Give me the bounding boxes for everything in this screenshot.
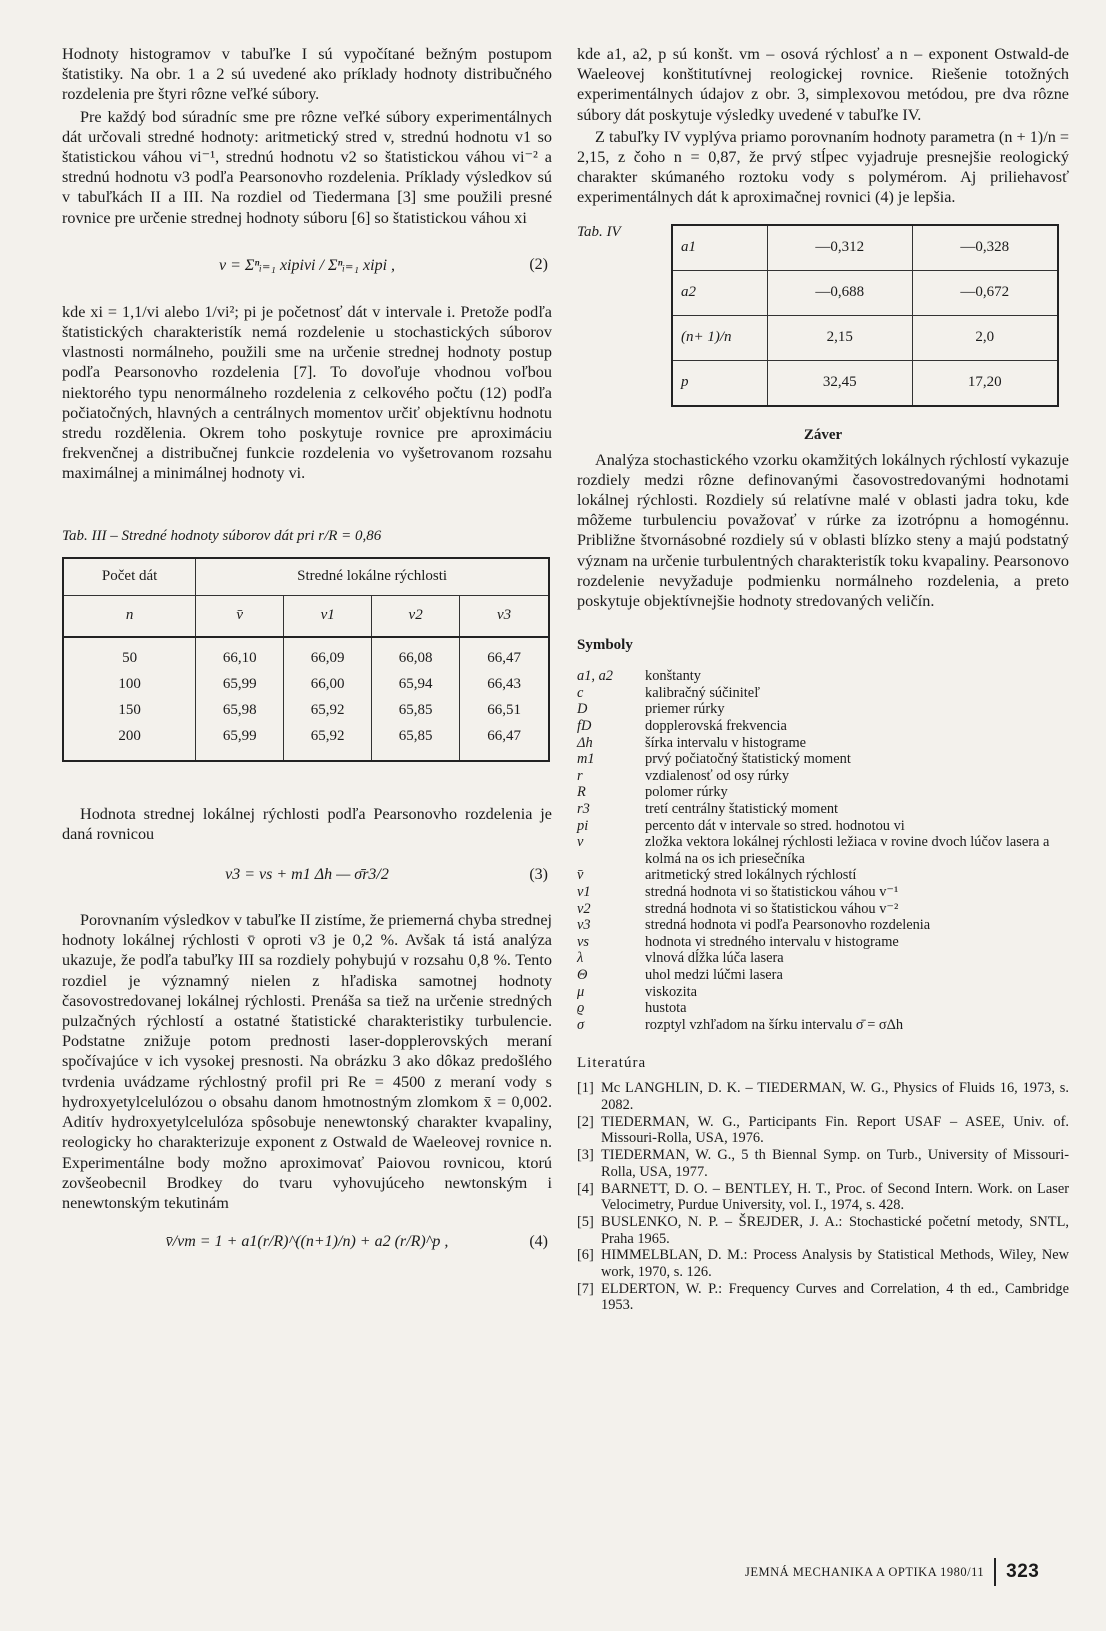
table-row xyxy=(672,315,1058,360)
table-cell: a2 xyxy=(672,270,768,315)
section-title-literature: Literatúra xyxy=(577,1055,647,1072)
table-cell: 65,85 xyxy=(372,724,460,750)
table-cell: 66,43 xyxy=(460,672,549,698)
table-row xyxy=(63,646,549,672)
list-item: r vzdialenosť od osy rúrky xyxy=(577,767,790,784)
table-cell: 66,47 xyxy=(460,724,549,750)
table-cell: (n+ 1)/n xyxy=(672,315,768,360)
list-item: σ rozptyl vzhľadom na šírku intervalu σ̄ = σΔh xyxy=(577,1016,904,1033)
table-cell: 50 xyxy=(63,646,196,672)
paragraph-table4: Z tabuľky IV vyplýva priamo porovnaním hodnoty parametra (n + 1)/n = 2,15, z čoho n = 0,87, že prvý stĺpec vyjadruje presnejšie reologický charakter skúmaného roztoku vody s polymérom. Aj priliehavosť experimentálnych dát k aproximačnej rovnici (4) je lepšia. xyxy=(577,127,1069,207)
list-item: c kalibračný súčiniteľ xyxy=(577,684,760,701)
list-item: pi percento dát v intervale so stred. hodnotou vi xyxy=(577,817,905,834)
table-cell: 100 xyxy=(63,672,196,698)
table-cell: —0,688 xyxy=(768,270,913,315)
list-item: v3 stredná hodnota vi podľa Pearsonovho rozdelenia xyxy=(577,917,931,934)
list-item: ϱ hustota xyxy=(577,1000,687,1017)
list-item: m1 prvý počiatočný štatistický moment xyxy=(577,751,851,768)
list-item: v2 stredná hodnota vi so štatistickou váhou v⁻² xyxy=(577,900,899,917)
table-cell: 200 xyxy=(63,724,196,750)
list-item: vs hodnota vi stredného intervalu v histograme xyxy=(577,933,899,950)
equation-4-number: (4) xyxy=(529,1233,548,1251)
table-cell: —0,312 xyxy=(768,225,913,271)
page-footer xyxy=(745,1558,1039,1586)
table-cell: 65,92 xyxy=(284,698,372,724)
equation-3 xyxy=(62,850,552,900)
table-cell: 17,20 xyxy=(912,360,1058,406)
list-item: r3 tretí centrálny štatistický moment xyxy=(577,801,839,817)
table-3-subheader: v3 xyxy=(460,595,549,637)
footer-divider xyxy=(994,1558,996,1586)
table-cell: —0,672 xyxy=(912,270,1058,315)
paragraph-histograms: Hodnoty histogramov v tabuľke I sú vypočítané bežným postupom štatistiky. Na obr. 1 a 2 sú uvedené ako príklady hodnoty distribučného rozdelenia pre štyri rôzne veľké súbory. xyxy=(62,45,552,104)
equation-2-body: v = Σⁿᵢ₌₁ xipivi / Σⁿᵢ₌₁ xipi , xyxy=(218,256,396,274)
list-item: D priemer rúrky xyxy=(577,701,725,718)
table-4-block xyxy=(577,224,1069,407)
table-cell: 65,98 xyxy=(222,702,257,719)
paragraph-eq3-intro: Hodnota strednej lokálnej rýchlosti podľa Pearsonovho rozdelenia je daná rovnicou xyxy=(62,804,552,843)
table-cell: a1 xyxy=(672,225,768,271)
table-cell: 32,45 xyxy=(768,360,913,406)
table-cell: 150 xyxy=(63,698,196,724)
table-row xyxy=(63,698,549,724)
table-row xyxy=(672,270,1058,315)
table-4 xyxy=(671,224,1059,407)
list-item: μ viskozita xyxy=(577,983,697,1000)
table-cell: 66,10 xyxy=(222,650,257,667)
list-item: v zložka vektora lokálnej rýchlosti ležiaca v rovine dvoch lúčov lasera a kolmá na os ich priesečníka xyxy=(577,834,1050,867)
list-item: Δh šírka intervalu v histograme xyxy=(577,734,807,751)
list-item: [3] TIEDERMAN, W. G., 5 th Biennal Symp. on Turb., University of Missouri-Rolla, USA, 1977. xyxy=(577,1147,1069,1180)
table-4-caption: Tab. IV xyxy=(577,223,621,240)
table-cell: 66,00 xyxy=(284,672,372,698)
table-cell: 65,99 xyxy=(222,728,257,745)
equation-2-number: (2) xyxy=(529,255,548,273)
table-row xyxy=(672,225,1058,271)
journal-name: JEMNÁ MECHANIKA A OPTIKA 1980/11 xyxy=(745,1564,985,1579)
table-cell: 66,09 xyxy=(284,646,372,672)
list-item: [4] BARNETT, D. O. – BENTLEY, H. T., Proc. of Second Intern. Work. on Laser Velocimetry, Purdue University, vol. I., 1974, s. 428. xyxy=(577,1180,1069,1214)
symbols-list xyxy=(577,668,1069,1033)
paragraph-comparison: Porovnaním výsledkov v tabuľke II zistíme, že priemerná chyba strednej hodnoty lokálnej rýchlosti v̄ oproti v3 je 0,2 %. Avšak tá istá analýza ukazuje, že podľa tabuľky III sa rozdiely pohybujú v rozsahu 0,8 %. Tento rozdiel je významný nielen z hľadiska samotnej hodnoty časovostredovanej lokálnej rýchlosti. Prenáša sa tiež na určenie stredných pulzačných rýchlostí a ostatné štatistické charakteristiky turbulencie. Podstatne znižuje potom prednosti laser-dopplerovských meraní spočívajúce v ich vysokej presnosti. Na obrázku 3 ako dôkaz predošlého tvrdenia uvádzame rýchlostný profil pri Re = 4500 z meraní vody s hydroxyetylcelulózou o obsahu danom hmotnostným zlomkom x̄ = 0,002. Aditív hydroxyetylcelulóza spôsobuje nenewtonský charakter kvapaliny, reologicky ho charakterizuje exponent z Ostwald de Waeleovej rovnice n. Experimentálne body možno aproximovať Paiovou rovnicou, ktorú zovšeobecnil Brodkey do tvaru vyhovujúceho newtonským i nenewtonským tekutinám xyxy=(62,911,552,1212)
table-3-subheader: v̄ xyxy=(196,595,284,637)
table-cell: 65,85 xyxy=(372,698,460,724)
table-3 xyxy=(62,557,550,762)
table-3-header-count: Počet dát xyxy=(63,558,196,596)
table-3-header-group: Stredné lokálne rýchlosti xyxy=(196,558,549,596)
list-item: fD dopplerovská frekvencia xyxy=(577,718,787,735)
table-cell: 66,51 xyxy=(460,698,549,724)
list-item: λ vlnová dĺžka lúča lasera xyxy=(577,950,784,967)
paragraph-constants: kde a1, a2, p sú konšt. vm – osová rýchlosť a n – exponent Ostwald-de Waeleovej konštitutívnej reologickej rovnice. Riešenie totožných experimentálnych údajov z obr. 3, simplexovou metódou, pre dva rôzne súbory dát poskytuje výsledky uvedené v tabuľke IV. xyxy=(577,45,1069,124)
list-item: a1, a2 konštanty xyxy=(577,668,701,685)
list-item: [1] Mc LANGHLIN, D. K. – TIEDERMAN, W. G., Physics of Fluids 16, 1973, s. 2082. xyxy=(577,1080,1069,1114)
table-cell: 65,92 xyxy=(284,724,372,750)
references-list xyxy=(577,1080,1069,1314)
list-item: v̄ aritmetický stred lokálnych rýchlostí xyxy=(577,867,857,884)
page-number: 323 xyxy=(1006,1561,1040,1582)
table-cell: p xyxy=(672,360,768,406)
section-title-conclusion: Záver xyxy=(803,426,843,443)
table-3-caption: Tab. III – Stredné hodnoty súborov dát pri r/R = 0,86 xyxy=(62,527,382,544)
table-cell: 2,15 xyxy=(768,315,913,360)
left-column xyxy=(62,44,552,1267)
list-item: [2] TIEDERMAN, W. G., Participants Fin. Report USAF – ASEE, Univ. of. Missouri-Rolla, USA, 1976. xyxy=(577,1113,1069,1147)
list-item: Θ uhol medzi lúčmi lasera xyxy=(577,966,783,983)
table-3-subheader: n xyxy=(63,595,196,637)
equation-3-number: (3) xyxy=(529,866,548,884)
list-item: [7] ELDERTON, W. P.: Frequency Curves and Correlation, 4 th ed., Cambridge 1953. xyxy=(577,1280,1069,1314)
table-row xyxy=(672,360,1058,406)
table-cell: 2,0 xyxy=(912,315,1058,360)
equation-3-body: v3 = vs + m1 Δh — σ̄r3/2 xyxy=(225,866,389,884)
list-item: [5] BUSLENKO, N. P. – ŠREJDER, J. A.: Stochastické početní metody, SNTL, Praha 1965. xyxy=(577,1213,1069,1247)
table-3-subheader: v1 xyxy=(284,595,372,637)
table-cell: 65,94 xyxy=(372,672,460,698)
table-cell: 66,08 xyxy=(372,646,460,672)
list-item: [6] HIMMELBLAN, D. M.: Process Analysis by Statistical Methods, Wiley, New work, 1970, s. 126. xyxy=(577,1247,1069,1281)
table-cell: 65,99 xyxy=(222,676,257,693)
section-title-symbols: Symboly xyxy=(577,637,633,654)
table-cell: —0,328 xyxy=(912,225,1058,271)
table-row xyxy=(63,724,549,750)
equation-2 xyxy=(62,236,552,294)
table-cell: 66,47 xyxy=(460,646,549,672)
paragraph-pearson: kde xi = 1,1/vi alebo 1/vi²; pi je početnosť dát v intervale i. Pretože podľa štatistických charakteristík nemá rozdelenie u stochastických súborov vlastnosti normálneho, použili sme na určenie strednej hodnoty postup podľa Pearsonovho rozdelenia [7]. To dovoľuje vhodnou voľbou niektorého typu nenormálneho rozdelenia z celkového počtu (12) podľa počiatočných, hlavných a centrálnych momentov určiť objektívnu hodnotu stredu rozdělenia. Okrem toho poskytuje rovnice pre aproximáciu frekvenčnej a distribučnej funkcie rozdelenia vo vyšetrovanom rozsahu maximálnej a minimálnej hodnoty vi. xyxy=(62,302,552,483)
list-item: R polomer rúrky xyxy=(577,784,728,801)
paragraph-conclusion: Analýza stochastického vzorku okamžitých lokálnych rýchlostí vykazuje rozdiely medzi rôzne definovanými časovostredovanými hodnotami lokálnej rýchlosti. Rozdiely sú relatívne malé v oblasti jadra toku, kde môžeme turbulenciu považovať v rúrke za izotrópnu a homogénnu. Približne štvornásobné rozdiely sú v oblasti blízko steny a majú podstatný význam na určenie turbulentných charakteristík toku kvapaliny. Pearsonovo rozdelenie nevyžaduje podmienku normálneho rozdelenia, a preto poskytuje objektívnejšie hodnoty stredovaných veličín. xyxy=(577,450,1069,611)
paragraph-mean-values: Pre každý bod súradníc sme pre rôzne veľké súbory experimentálnych dát určovali stredné hodnoty: aritmetický stred v, strednú hodnotu v1 so štatistickou váhou vi⁻¹, strednú hodnotu v2 so štatistickou váhou vi⁻² a strednú hodnotu v3 podľa Pearsonovho rozdelenia. Príklady výsledkov sú v tabuľkách II a III. Na rozdiel od Tiedermana [3] sme použili presné rovnice pre určenie strednej hodnoty súboru [6] so štatistickou váhou xi xyxy=(62,107,552,227)
equation-4-body: v̄/vm = 1 + a1(r/R)^((n+1)/n) + a2 (r/R)^p , xyxy=(165,1233,449,1251)
equation-4 xyxy=(62,1217,552,1267)
table-row xyxy=(63,672,549,698)
table-3-subheader: v2 xyxy=(372,595,460,637)
list-item: v1 stredná hodnota vi so štatistickou váhou v⁻¹ xyxy=(577,883,899,900)
right-column xyxy=(577,44,1069,1314)
